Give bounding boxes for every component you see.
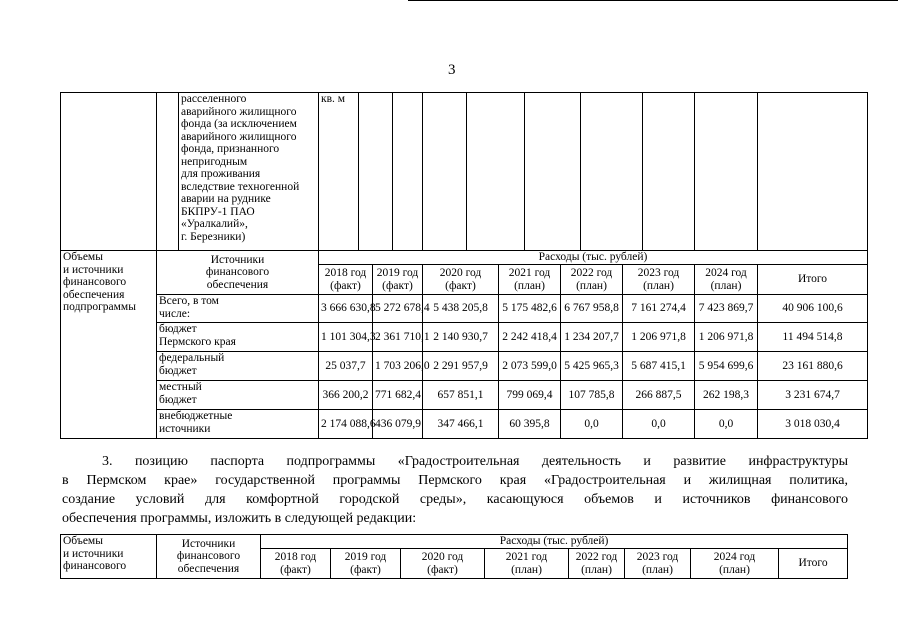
value-cell: 366 200,2 — [319, 381, 373, 410]
value-cell: 1 703 206,0 — [373, 352, 423, 381]
value-cell: 7 423 869,7 — [695, 295, 758, 323]
total-cell: 40 906 100,6 — [758, 295, 868, 323]
row-label: Объемы и источники финансового — [61, 535, 157, 579]
year-header: 2020 год (факт) — [423, 265, 499, 295]
value-cell: 60 395,8 — [499, 410, 561, 439]
year-header: 2024 год (план) — [695, 265, 758, 295]
year-header: 2021 год (план) — [485, 549, 569, 579]
source-label: местный бюджет — [157, 381, 319, 410]
value-cell: 0,0 — [695, 410, 758, 439]
paragraph-line: 3. позицию паспорта подпрограммы «Градостроительная деятельность и развитие инфраструктуры — [102, 454, 848, 469]
year-header: 2021 год (план) — [499, 265, 561, 295]
blank-cell — [423, 93, 467, 251]
page-number: 3 — [448, 62, 456, 78]
row-label: Объемы и источники финансового обеспечения подпрограммы — [61, 251, 157, 439]
header-rule — [408, 0, 898, 1]
source-label: бюджет Пермского края — [157, 323, 319, 352]
value-cell: 6 767 958,8 — [561, 295, 623, 323]
year-header: 2022 год (план) — [569, 549, 625, 579]
value-cell: 1 206 971,8 — [623, 323, 695, 352]
year-header: 2018 год (факт) — [319, 265, 373, 295]
blank-cell — [695, 93, 758, 251]
year-header: 2022 год (план) — [561, 265, 623, 295]
blank-cell — [758, 93, 868, 251]
blank-cell — [643, 93, 695, 251]
value-cell: 5 438 205,8 — [423, 295, 499, 323]
total-header: Итого — [758, 265, 868, 295]
total-cell: 11 494 514,8 — [758, 323, 868, 352]
paragraph-line: создание условий для комфортной городской среды», касающуюся объемов и источников финансового — [62, 492, 848, 507]
total-cell: 3 018 030,4 — [758, 410, 868, 439]
year-header: 2019 год (факт) — [331, 549, 401, 579]
amendment-paragraph — [62, 452, 848, 528]
source-label: федеральный бюджет — [157, 352, 319, 381]
blank-cell — [467, 93, 525, 251]
value-cell: 2 242 418,4 — [499, 323, 561, 352]
indicator-name-cell: расселенного аварийного жилищного фонда (за исключением аварийного жилищного фонда, признанного непригодным для проживания вследствие техногенной аварии на руднике БКПРУ-1 ПАО «Уралкалий», г. Березники) — [179, 93, 319, 251]
paragraph-line: обеспечения программы, изложить в следующей редакции: — [62, 511, 417, 526]
value-cell: 1 206 971,8 — [695, 323, 758, 352]
value-cell: 5 272 678,4 — [373, 295, 423, 323]
sources-header: Источники финансового обеспечения — [157, 535, 261, 579]
value-cell: 25 037,7 — [319, 352, 373, 381]
total-cell: 23 161 880,6 — [758, 352, 868, 381]
total-header: Итого — [779, 549, 848, 579]
value-cell: 657 851,1 — [423, 381, 499, 410]
year-header: 2019 год (факт) — [373, 265, 423, 295]
blank-cell — [157, 93, 179, 251]
year-header: 2018 год (факт) — [261, 549, 331, 579]
value-cell: 5 687 415,1 — [623, 352, 695, 381]
expenses-header: Расходы (тыс. рублей) — [319, 251, 868, 265]
value-cell: 107 785,8 — [561, 381, 623, 410]
value-cell: 771 682,4 — [373, 381, 423, 410]
blank-cell — [393, 93, 423, 251]
blank-cell — [61, 93, 157, 251]
blank-cell — [525, 93, 581, 251]
source-label: Всего, в том числе: — [157, 295, 319, 323]
value-cell: 5 954 699,6 — [695, 352, 758, 381]
blank-cell — [359, 93, 393, 251]
value-cell: 7 161 274,4 — [623, 295, 695, 323]
value-cell: 2 291 957,9 — [423, 352, 499, 381]
financing-table-program — [60, 534, 848, 579]
value-cell: 2 073 599,0 — [499, 352, 561, 381]
year-header: 2024 год (план) — [691, 549, 779, 579]
unit-cell: кв. м — [319, 93, 359, 251]
year-header: 2020 год (факт) — [401, 549, 485, 579]
sources-header: Источники финансового обеспечения — [157, 251, 319, 295]
year-header: 2023 год (план) — [623, 265, 695, 295]
value-cell: 5 425 965,3 — [561, 352, 623, 381]
value-cell: 799 069,4 — [499, 381, 561, 410]
value-cell: 5 175 482,6 — [499, 295, 561, 323]
expenses-header: Расходы (тыс. рублей) — [261, 535, 848, 549]
value-cell: 347 466,1 — [423, 410, 499, 439]
blank-cell — [581, 93, 643, 251]
value-cell: 2 140 930,7 — [423, 323, 499, 352]
year-header: 2023 год (план) — [625, 549, 691, 579]
value-cell: 2 174 088,6 — [319, 410, 373, 439]
value-cell: 0,0 — [623, 410, 695, 439]
value-cell: 262 198,3 — [695, 381, 758, 410]
value-cell: 3 666 630,8 — [319, 295, 373, 323]
financing-table-subprogram — [60, 92, 868, 439]
value-cell: 0,0 — [561, 410, 623, 439]
value-cell: 266 887,5 — [623, 381, 695, 410]
value-cell: 436 079,9 — [373, 410, 423, 439]
total-cell: 3 231 674,7 — [758, 381, 868, 410]
value-cell: 1 234 207,7 — [561, 323, 623, 352]
value-cell: 1 101 304,3 — [319, 323, 373, 352]
value-cell: 2 361 710,1 — [373, 323, 423, 352]
paragraph-line: в Пермском крае» государственной программы Пермского края «Градостроительная и жилищная политика, — [62, 473, 848, 488]
source-label: внебюджетные источники — [157, 410, 319, 439]
